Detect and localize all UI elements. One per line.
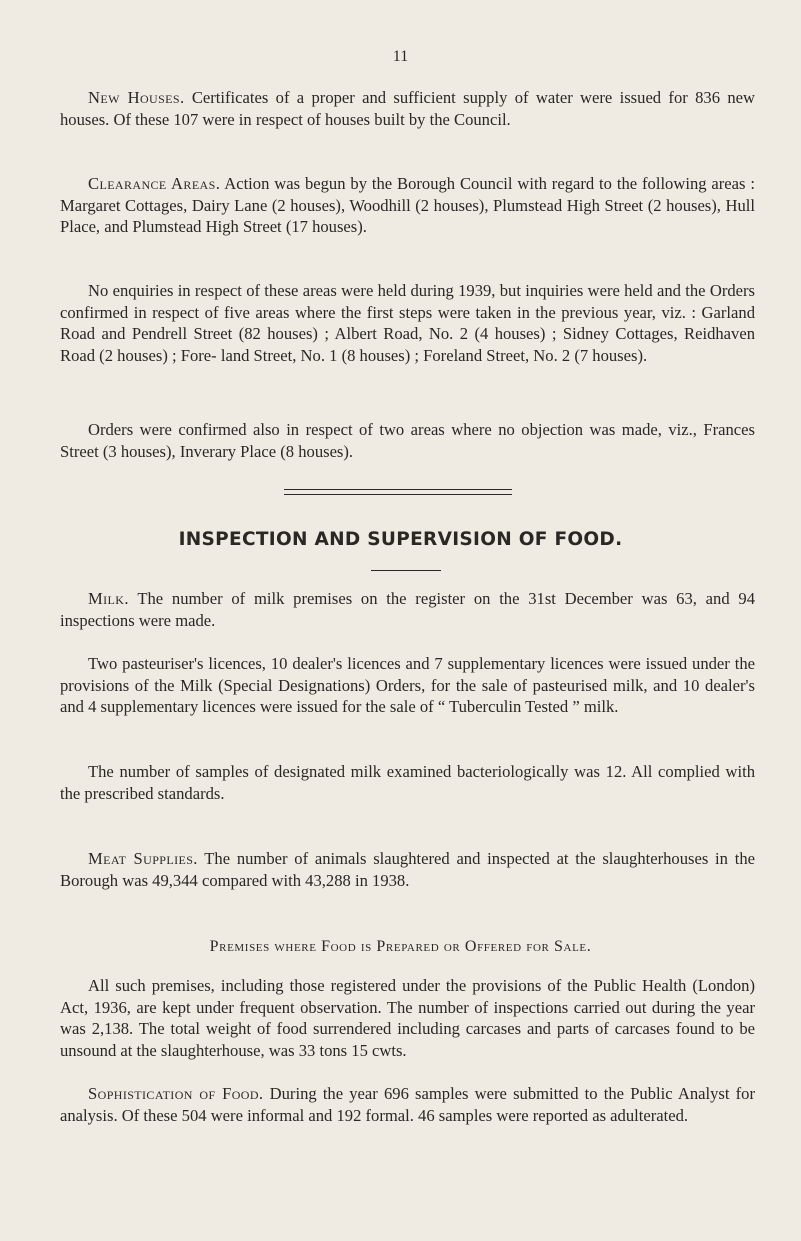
page-number: 11 bbox=[392, 48, 409, 65]
meat-supplies-heading: Meat Supplies. bbox=[88, 849, 198, 868]
premises-paragraph bbox=[60, 975, 755, 1061]
milk-heading: Milk. bbox=[88, 589, 129, 608]
section-divider bbox=[284, 489, 512, 495]
licences-text: Two pasteuriser's licences, 10 dealer's licences and 7 supplementary licences were issued under the provisions of the Milk (Special Designations) Orders, for the sale of pasteurised milk, and 10 dealer's and 4 supplementary licences were issued for the sale of “ Tuberculin Tested ” milk. bbox=[60, 654, 755, 716]
new-houses-heading: New Houses. bbox=[88, 88, 185, 107]
sophistication-heading: Sophistication of Food. bbox=[88, 1084, 264, 1103]
orders-text: Orders were confirmed also in respect of two areas where no objection was made, viz., Frances Street (3 houses), Inverary Place (8 houses). bbox=[60, 420, 755, 461]
sophistication-paragraph bbox=[60, 1083, 755, 1126]
milk-paragraph bbox=[60, 588, 755, 631]
clearance-areas-text: Action was begun by the Borough Council with regard to the following areas : Margaret Cottages, Dairy Lane (2 houses), Woodhill (2 houses), Plumstead High Street (2 houses), Hull Place, and Plumstead High Street (17 houses). bbox=[60, 174, 755, 236]
samples-paragraph bbox=[60, 761, 755, 804]
meat-supplies-text: The number of animals slaughtered and inspected at the slaughterhouses in the Borough was 49,344 compared with 43,288 in 1938. bbox=[60, 849, 755, 890]
new-houses-text: Certificates of a proper and sufficient supply of water were issued for 836 new houses. Of these 107 were in respect of houses built by the Council. bbox=[60, 88, 755, 129]
clearance-areas-paragraph bbox=[60, 173, 755, 238]
premises-subheading: Premises where Food is Prepared or Offered for Sale. bbox=[209, 938, 592, 955]
milk-text: The number of milk premises on the register on the 31st December was 63, and 94 inspections were made. bbox=[60, 589, 755, 630]
enquiries-paragraph bbox=[60, 280, 755, 366]
meat-supplies-paragraph bbox=[60, 848, 755, 891]
samples-text: The number of samples of designated milk examined bacteriologically was 12. All complied with the prescribed standards. bbox=[60, 762, 755, 803]
clearance-areas-heading: Clearance Areas. bbox=[88, 174, 221, 193]
enquiries-text: No enquiries in respect of these areas were held during 1939, but inquiries were held and the Orders confirmed in respect of five areas where the first steps were taken in the previous year, viz. : Garland Road and Pendrell Street (82 houses) ; Albert Road, No. 2 (4 houses) ; Sidney Cottages, Reidhaven Road (2 houses) ; Fore- land Street, No. 1 (8 houses) ; Foreland Street, No. 2 (7 houses). bbox=[60, 281, 755, 365]
section-title: INSPECTION AND SUPERVISION OF FOOD. bbox=[178, 529, 623, 550]
premises-text: All such premises, including those registered under the provisions of the Public Health (London) Act, 1936, are kept under frequent observation. The number of inspections carried out during the year was 2,138. The total weight of food surrendered including carcases and parts of carcases found to be unsound at the slaughterhouse, was 33 tons 15 cwts. bbox=[60, 976, 755, 1060]
new-houses-paragraph bbox=[60, 87, 755, 130]
licences-paragraph bbox=[60, 653, 755, 718]
title-underline bbox=[371, 570, 441, 571]
sophistication-text: During the year 696 samples were submitted to the Public Analyst for analysis. Of these 504 were informal and 192 formal. 46 samples were reported as adulterated. bbox=[60, 1084, 755, 1125]
orders-paragraph bbox=[60, 419, 755, 462]
